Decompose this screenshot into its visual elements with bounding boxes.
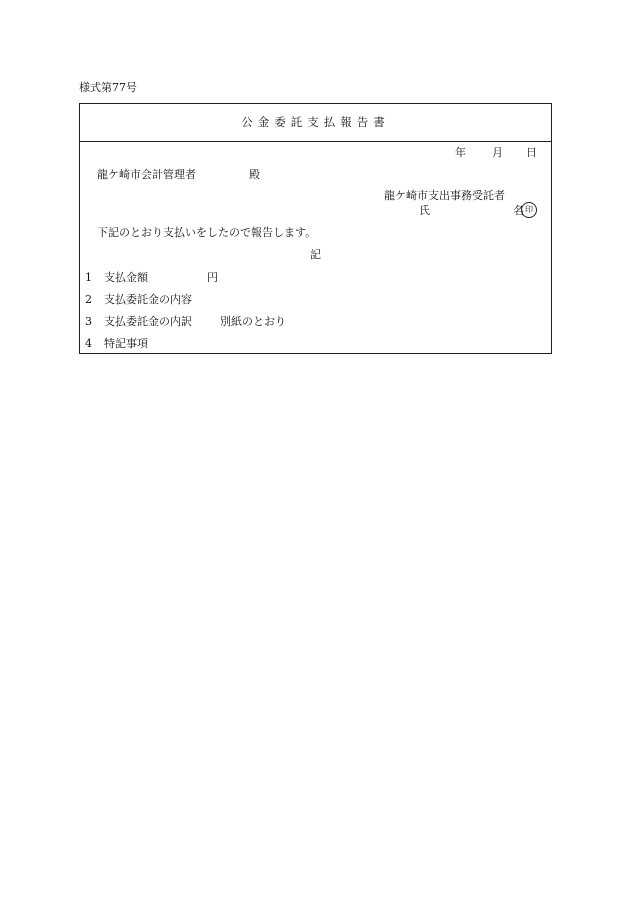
item-number: 2: [85, 293, 92, 306]
title-row: [80, 104, 551, 142]
item-label: 支払委託金の内訳: [104, 315, 192, 328]
addressee-honorific: 殿: [249, 168, 260, 181]
reporter-title: 龍ケ崎市支出事務受託者: [384, 189, 505, 202]
item-number: 3: [85, 315, 92, 328]
report-form: [79, 103, 552, 354]
item-number: 1: [85, 271, 92, 284]
item-label: 特記事項: [104, 337, 148, 350]
ki-heading: 記: [310, 248, 321, 261]
item-label: 支払委託金の内容: [104, 293, 192, 306]
item-label: 支払金額: [104, 271, 148, 284]
form-title: 公金委託支払報告書: [241, 115, 390, 129]
date-day-label: 日: [526, 146, 537, 159]
intro-text: 下記のとおり支払いをしたので報告します。: [97, 226, 317, 239]
addressee-name: 龍ケ崎市会計管理者: [97, 168, 196, 181]
date-year-label: 年: [455, 146, 466, 159]
item-value: 円: [207, 271, 218, 284]
item-value: 別紙のとおり: [220, 315, 286, 328]
item-number: 4: [85, 337, 92, 350]
seal-mark: 印: [521, 202, 537, 218]
date-month-label: 月: [492, 146, 503, 159]
form-number: 様式第77号: [79, 81, 137, 94]
name-label: 氏: [419, 204, 430, 217]
name-suffix: 名: [513, 204, 524, 217]
